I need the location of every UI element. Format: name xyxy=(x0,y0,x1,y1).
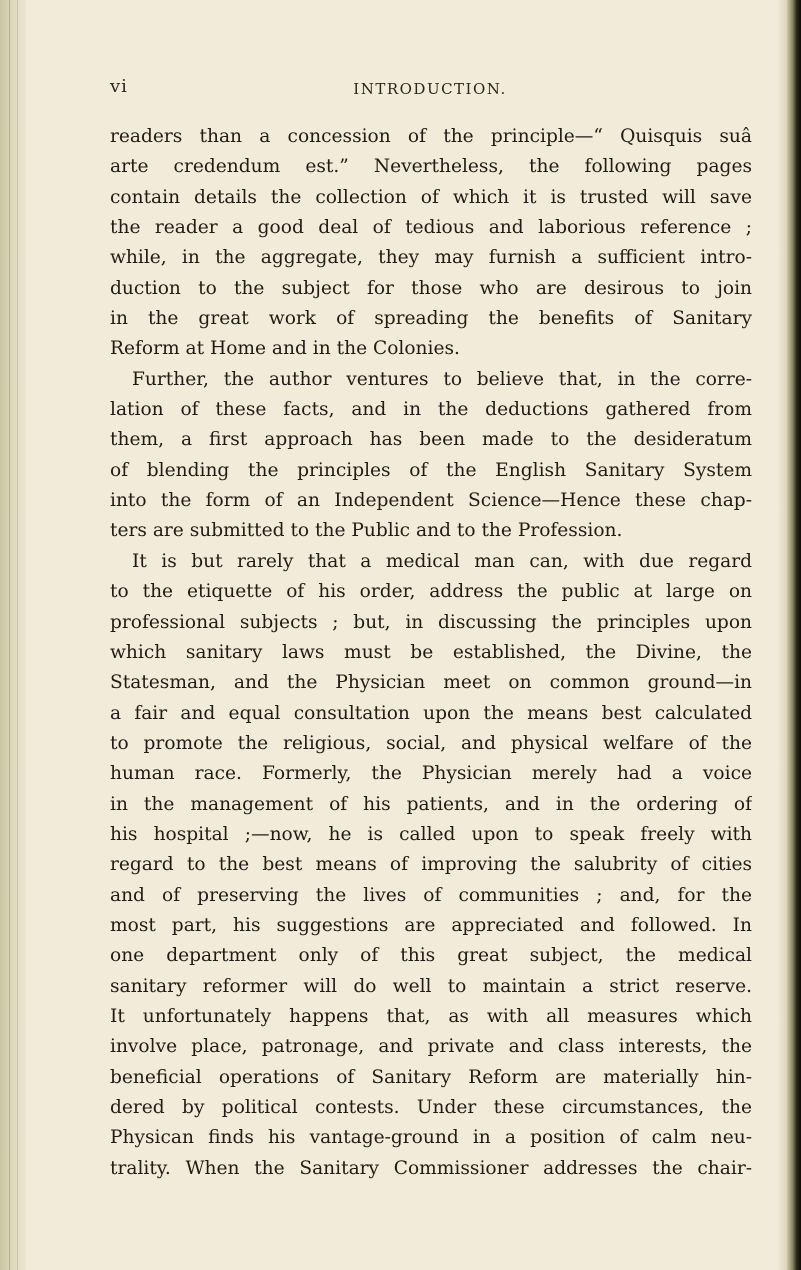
page-binding-gutter xyxy=(0,0,26,1270)
text-line: to promote the religious, social, and physical welfare of the xyxy=(110,732,752,754)
paragraph xyxy=(110,122,752,365)
text-line: Further, the author ventures to believe that, in the corre- xyxy=(132,368,752,390)
text-line: professional subjects ; but, in discussing the principles upon xyxy=(110,611,752,633)
text-line: most part, his suggestions are appreciated and followed. In xyxy=(110,914,752,936)
paragraph xyxy=(110,547,752,1184)
text-line: Statesman, and the Physician meet on common ground—in xyxy=(110,672,752,694)
page-edge-shading xyxy=(777,0,787,1270)
text-line: while, in the aggregate, they may furnish a sufficient intro- xyxy=(110,247,752,269)
text-line: them, a first approach has been made to the desideratum xyxy=(110,429,752,451)
page-header xyxy=(110,76,750,106)
text-line: contain details the collection of which it is trusted will save xyxy=(110,186,752,208)
text-line: readers than a concession of the principle—“ Quisquis suâ xyxy=(110,126,752,147)
running-head: INTRODUCTION. xyxy=(353,80,507,98)
text-line: of blending the principles of the English Sanitary System xyxy=(110,459,752,481)
page-number: vi xyxy=(110,76,128,97)
text-line: It unfortunately happens that, as with all measures which xyxy=(110,1005,752,1027)
text-line: in the management of his patients, and in the ordering of xyxy=(110,793,752,815)
text-line: into the form of an Independent Science—Hence these chap- xyxy=(110,490,752,512)
text-line: sanitary reformer will do well to maintain a strict reserve. xyxy=(110,975,752,997)
text-line: the reader a good deal of tedious and laborious reference ; xyxy=(110,217,752,239)
text-line: It is but rarely that a medical man can, with due regard xyxy=(132,550,752,572)
paragraph xyxy=(110,365,752,547)
text-line: a fair and equal consultation upon the means best calculated xyxy=(110,702,752,724)
text-line: trality. When the Sanitary Commissioner addresses the chair- xyxy=(110,1157,752,1179)
text-line: involve place, patronage, and private and class interests, the xyxy=(110,1036,752,1058)
text-line: regard to the best means of improving the salubrity of cities xyxy=(110,854,752,876)
text-line: Reform at Home and in the Colonies. xyxy=(110,338,460,360)
text-line: and of preserving the lives of communities ; and, for the xyxy=(110,884,752,906)
text-line: lation of these facts, and in the deductions gathered from xyxy=(110,399,752,421)
page-right-edge xyxy=(787,0,801,1270)
text-line: Physican finds his vantage-ground in a position of calm neu- xyxy=(110,1127,752,1149)
text-line: human race. Formerly, the Physician merely had a voice xyxy=(110,763,752,785)
text-line: in the great work of spreading the benefits of Sanitary xyxy=(110,308,752,330)
text-line: which sanitary laws must be established, the Divine, the xyxy=(110,641,752,663)
text-line: dered by political contests. Under these circumstances, the xyxy=(110,1097,752,1118)
text-line: arte credendum est.” Nevertheless, the following pages xyxy=(110,156,752,178)
text-line: beneficial operations of Sanitary Reform are materially hin- xyxy=(110,1066,752,1088)
text-line: one department only of this great subject, the medical xyxy=(110,945,752,967)
text-line: duction to the subject for those who are desirous to join xyxy=(110,277,752,299)
text-line: ters are submitted to the Public and to the Profession. xyxy=(110,520,623,542)
body-text xyxy=(110,122,752,1184)
text-line: his hospital ;—now, he is called upon to speak freely with xyxy=(110,823,752,845)
text-line: to the etiquette of his order, address the public at large on xyxy=(110,581,752,603)
